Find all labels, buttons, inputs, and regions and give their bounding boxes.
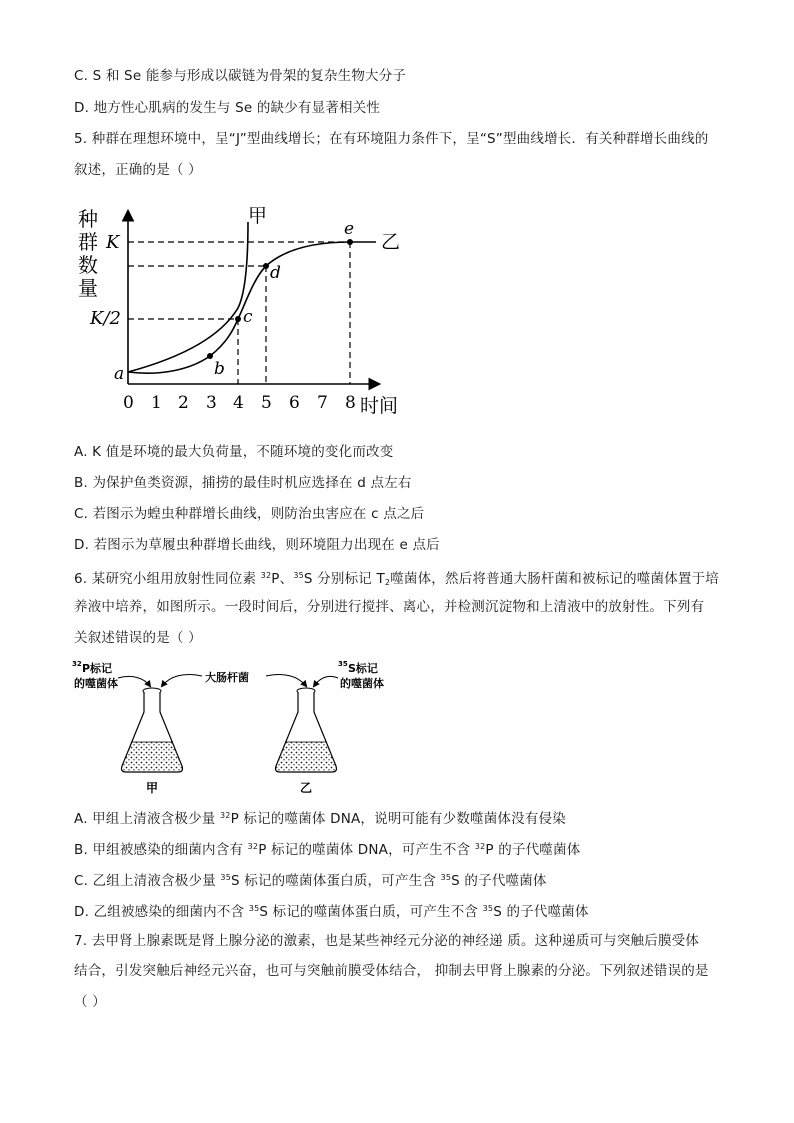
x-tick: 8 bbox=[345, 393, 356, 413]
ylabel-char-1: 种 bbox=[78, 207, 98, 231]
left-label-line1: P标记 bbox=[82, 662, 113, 675]
option-text: S 的子代噬菌体 bbox=[451, 873, 547, 889]
x-tick: 5 bbox=[261, 393, 272, 413]
isotope-sup: 35 bbox=[220, 873, 231, 882]
point-d bbox=[263, 263, 269, 269]
q7-stem-line2: 结合，引发突触后神经元兴奋，也可与突触前膜受体结合， 抑制去甲肾上腺素的分泌。下列叙述错误的是 bbox=[74, 963, 709, 979]
curve-j-label: 甲 bbox=[248, 205, 268, 227]
q6-option-b bbox=[74, 838, 580, 859]
flask-diagram bbox=[70, 656, 410, 798]
arrow-left-label bbox=[118, 676, 150, 686]
q5-option-b: B. 为保护鱼类资源，捕捞的最佳时机应选择在 d 点左右 bbox=[74, 475, 412, 491]
option-text: C. 乙组上清液含极少量 bbox=[74, 873, 221, 889]
isotope-sup: 35 bbox=[482, 904, 494, 913]
q7-stem-line1: 7. 去甲肾上腺素既是肾上腺分泌的激素，也是某些神经元分泌的神经递 质。这种递质可与突触后膜受体 bbox=[74, 933, 700, 949]
population-growth-chart bbox=[70, 198, 410, 422]
q5-option-c: C. 若图示为蝗虫种群增长曲线，则防治虫害应在 c 点之后 bbox=[74, 506, 425, 522]
option-text: B. 甲组被感染的细菌内含有 bbox=[74, 842, 248, 858]
phage-subscript: 2 bbox=[384, 578, 391, 587]
option-text: P 标记的噬菌体 DNA，说明可能有少数噬菌体没有侵染 bbox=[230, 811, 566, 827]
option-text: S 的子代噬菌体 bbox=[493, 904, 589, 920]
x-tick: 6 bbox=[289, 393, 300, 413]
k-label: K bbox=[106, 232, 120, 253]
ylabel-char-2: 群 bbox=[78, 230, 98, 254]
right-label-sup: 35 bbox=[338, 660, 348, 668]
point-a-label: a bbox=[114, 364, 125, 384]
ylabel-char-4: 量 bbox=[78, 276, 98, 300]
q6-option-d bbox=[74, 900, 589, 921]
isotope-sup: 32 bbox=[474, 842, 486, 851]
left-label-sup: 32 bbox=[72, 660, 82, 668]
x-tick: 1 bbox=[151, 393, 162, 413]
point-b-label: b bbox=[214, 359, 225, 379]
q6-option-a bbox=[74, 807, 566, 828]
point-d-label: d bbox=[270, 263, 281, 283]
x-tick: 2 bbox=[178, 393, 189, 413]
isotope-sup: 35 bbox=[440, 873, 452, 882]
right-label-line1: S标记 bbox=[348, 662, 378, 675]
point-e-label: e bbox=[344, 219, 355, 239]
q7-stem-line3: （ ） bbox=[74, 994, 106, 1010]
right-flask bbox=[276, 688, 337, 772]
left-flask bbox=[122, 688, 183, 772]
option-text: S 标记的噬菌体蛋白质，可产生含 bbox=[231, 873, 441, 889]
x-tick: 0 bbox=[123, 393, 134, 413]
arrow-middle-right bbox=[266, 674, 306, 686]
q6-stem-line2: 养液中培养，如图所示。一段时间后，分别进行搅拌、离心，并检测沉淀物和上清液中的放射性。下列有 bbox=[74, 599, 705, 615]
q5-stem-line2: 叙述，正确的是（ ） bbox=[74, 162, 202, 178]
option-text: P 的子代噬菌体 bbox=[485, 842, 581, 858]
option-text: D. 乙组被感染的细菌内不含 bbox=[74, 904, 249, 920]
option-text: P 标记的噬菌体 DNA，可产生不含 bbox=[258, 842, 475, 858]
curve-s-label: 乙 bbox=[381, 231, 401, 253]
population-growth-figure bbox=[70, 198, 410, 422]
q4-option-d: D. 地方性心肌病的发生与 Se 的缺少有显著相关性 bbox=[74, 100, 381, 116]
isotope-sup: 32 bbox=[247, 842, 259, 851]
q6-stem-text: P、 bbox=[271, 571, 294, 587]
q5-option-a: A. K 值是环境的最大负荷量，不随环境的变化而改变 bbox=[74, 444, 394, 460]
middle-label: 大肠杆菌 bbox=[205, 671, 249, 684]
right-label-line2: 的噬菌体 bbox=[340, 677, 384, 690]
k-half-label: K/2 bbox=[90, 308, 121, 329]
option-text: A. 甲组上清液含极少量 bbox=[74, 811, 220, 827]
option-text: S 标记的噬菌体蛋白质，可产生不含 bbox=[259, 904, 483, 920]
q5-option-d: D. 若图示为草履虫种群增长曲线，则环境阻力出现在 e 点后 bbox=[74, 537, 440, 553]
isotope-sup: 32 bbox=[260, 571, 272, 580]
arrow-middle-left bbox=[162, 674, 202, 686]
isotope-sup: 35 bbox=[293, 571, 304, 580]
q6-stem-line3: 关叙述错误的是（ ） bbox=[74, 630, 202, 646]
left-label-line2: 的噬菌体 bbox=[74, 677, 118, 690]
x-tick: 3 bbox=[206, 393, 217, 413]
q6-stem-text: 噬菌体，然后将普通大肠杆菌和被标记的噬菌体置于培 bbox=[390, 571, 720, 587]
q6-stem-text: 6. 某研究小组用放射性同位素 bbox=[74, 571, 261, 587]
point-b bbox=[207, 353, 213, 359]
isotope-sup: 32 bbox=[219, 811, 231, 820]
point-c-label: c bbox=[243, 307, 253, 327]
q4-option-c: C. S 和 Se 能参与形成以碳链为骨架的复杂生物大分子 bbox=[74, 68, 407, 84]
point-c bbox=[235, 316, 241, 322]
point-e bbox=[347, 239, 353, 245]
q6-stem-text: S 分别标记 T bbox=[303, 571, 385, 587]
q6-stem-line1 bbox=[74, 567, 719, 592]
q6-option-c bbox=[74, 869, 547, 890]
phage-experiment-figure bbox=[70, 656, 410, 798]
xlabel: 时间 bbox=[360, 395, 399, 417]
j-curve bbox=[128, 222, 248, 372]
x-tick: 7 bbox=[317, 393, 328, 413]
q5-stem-line1: 5. 种群在理想环境中，呈“J”型曲线增长；在有环境阻力条件下，呈“S”型曲线增长．有关种群增长曲线的 bbox=[74, 131, 709, 147]
isotope-sup: 35 bbox=[248, 904, 260, 913]
x-tick: 4 bbox=[233, 393, 244, 413]
right-flask-label: 乙 bbox=[300, 781, 313, 795]
left-flask-label: 甲 bbox=[146, 781, 159, 795]
ylabel-char-3: 数 bbox=[78, 253, 98, 277]
arrow-right-label bbox=[314, 676, 338, 686]
